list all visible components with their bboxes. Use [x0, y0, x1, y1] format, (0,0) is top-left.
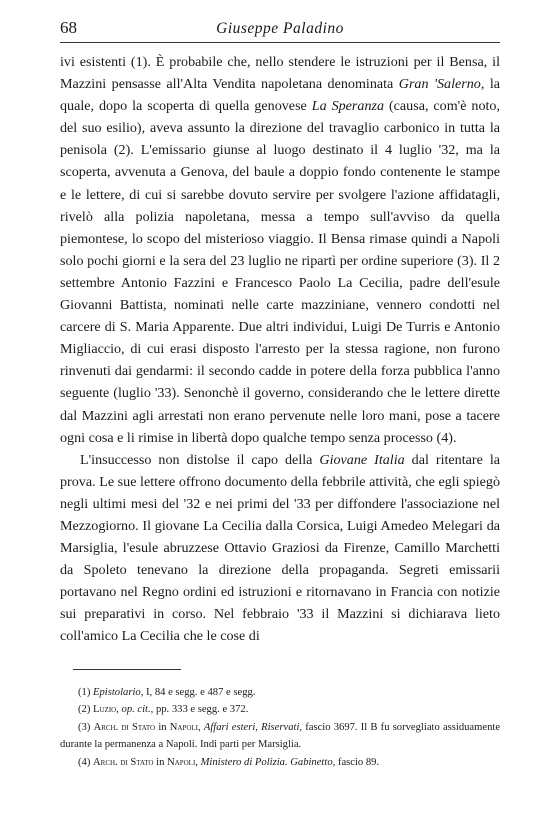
footnote-3-text-3: , fascio 3697. Il B fu sorvegliato assiduamente durante la permanenza a Napoli. Indi partì per Marsiglia. [60, 721, 501, 751]
footnote-3-number: (3) [78, 721, 91, 733]
p1-italic-2: La Speranza [311, 98, 385, 115]
footnote-3-text-2: , [198, 721, 204, 733]
footnote-4 [60, 754, 500, 771]
p1-text-1: ivi esistenti (1). È probabile che, nello stendere le istruzioni per il Bensa, il Mazzini pensasse all'Alta Vendita napoletana denominata [60, 54, 500, 93]
p1-text-2: , la quale, dopo la scoperta di quella genovese [60, 76, 501, 115]
footnote-3 [60, 719, 500, 754]
page-number: 68 [60, 18, 77, 37]
p2-text-1: L'insuccesso non distolse il capo della [80, 451, 320, 468]
footnote-2-number: (2) [78, 704, 91, 716]
footnote-1-italic: Epistolario [93, 687, 141, 698]
footnote-3-text-1: in [155, 721, 170, 733]
footnote-3-city: Napoli [169, 721, 199, 733]
footnotes [60, 684, 500, 771]
running-title: Giuseppe Paladino [216, 20, 344, 37]
paragraph-1 [60, 51, 500, 449]
body-text [60, 51, 500, 648]
footnote-1 [60, 684, 500, 701]
p2-italic-1: Giovane Italia [319, 451, 405, 468]
footnote-1-text: , I, 84 e segg. e 487 e segg. [140, 687, 256, 698]
p2-text-2: dal ritentare la prova. Le sue lettere offrono documento della febbrile attività, che egli spiegò negli ultimi mesi del '32 e nei primi del '33 per diffondere l'associazione nel Mezzogiorno. Il giovane La Cecilia dalla Corsica, Luigi Amedeo Melegari da Marsiglia, l'esule abruzzese Ottavio Graziosi da Firenze, Camillo Marchetti da Spoleto tenevano la direzione della propaganda. Segreti emissarii portavano nel Regno ordini ed istruzioni e ritornavano in Francia con notizie sui preparativi in corso. Nel febbraio '33 il Mazzini si dichiarava lieto coll'amico La Cecilia che le cose di [60, 451, 500, 645]
footnote-4-text-1: in [153, 756, 168, 768]
paragraph-2 [60, 449, 500, 648]
footnote-4-archive: Arch. di Stato [93, 756, 154, 768]
footnote-3-italic: Affari esteri, Riservati [203, 721, 300, 733]
footnote-4-number: (4) [78, 756, 91, 768]
p1-italic-1: Gran 'Salerno [398, 76, 481, 93]
footnote-2-text-2: , pp. 333 e segg. e 372. [150, 704, 249, 716]
p1-text-3: (causa, com'è noto, del suo esilio), aveva assunto la direzione del travaglio carbonico in tutta la penisola (2). L'emissario giunse al luogo destinato il 4 luglio '32, ma la scoperta, avvenuta a Genova, del baule a doppio fondo contenente le stampe e le lettere, di cui si sarebbe dovuto servire per svolgere l'azione affidatagli, rivelò alla polizia napoletana, messa a tempo sull'avviso da quella piemontese, lo scopo del misterioso viaggio. Il Bensa rimase quindi a Napoli solo pochi giorni e la sera del 23 luglio ne ripartì per ordine superiore (3). Il 2 settembre Antonio Fazzini e Francesco Paolo La Cecilia, padre dell'esule Giovanni Battista, nominati nelle carte mazziniane, vennero condotti nel carcere di S. Maria Apparente. Due altri individui, Luigi De Turris e Antonio Migliaccio, di cui erasi disposto l'arresto per la stessa ragione, non furono rinvenuti dai gendarmi: il secondo cadde in potere della forza pubblica l'anno seguente (luglio '33). Senonchè il governo, considerando che le lettere dirette dal Mazzini agli arrestati non erano pervenute nelle loro mani, pose a tacere ogni cosa e li rimise in libertà dopo qualche tempo senza processo (4). [60, 98, 500, 446]
footnote-2-text-1: , [116, 704, 122, 716]
footnote-2 [60, 701, 500, 718]
footnote-4-city: Napoli [167, 756, 196, 768]
header-rule [60, 42, 500, 43]
footnote-3-archive: Arch. di Stato [93, 721, 156, 733]
page-header [60, 12, 500, 42]
footnote-4-text-3: , fascio 89. [332, 756, 380, 768]
footnote-4-text-2: , [195, 756, 201, 768]
footnote-2-italic: op. cit. [121, 704, 151, 716]
footnote-1-number: (1) [78, 687, 91, 698]
footnote-4-italic: Ministero di Polizia. Gabinetto [200, 756, 333, 768]
footnote-2-author: Luzio [93, 704, 117, 716]
footnote-rule [73, 669, 181, 670]
